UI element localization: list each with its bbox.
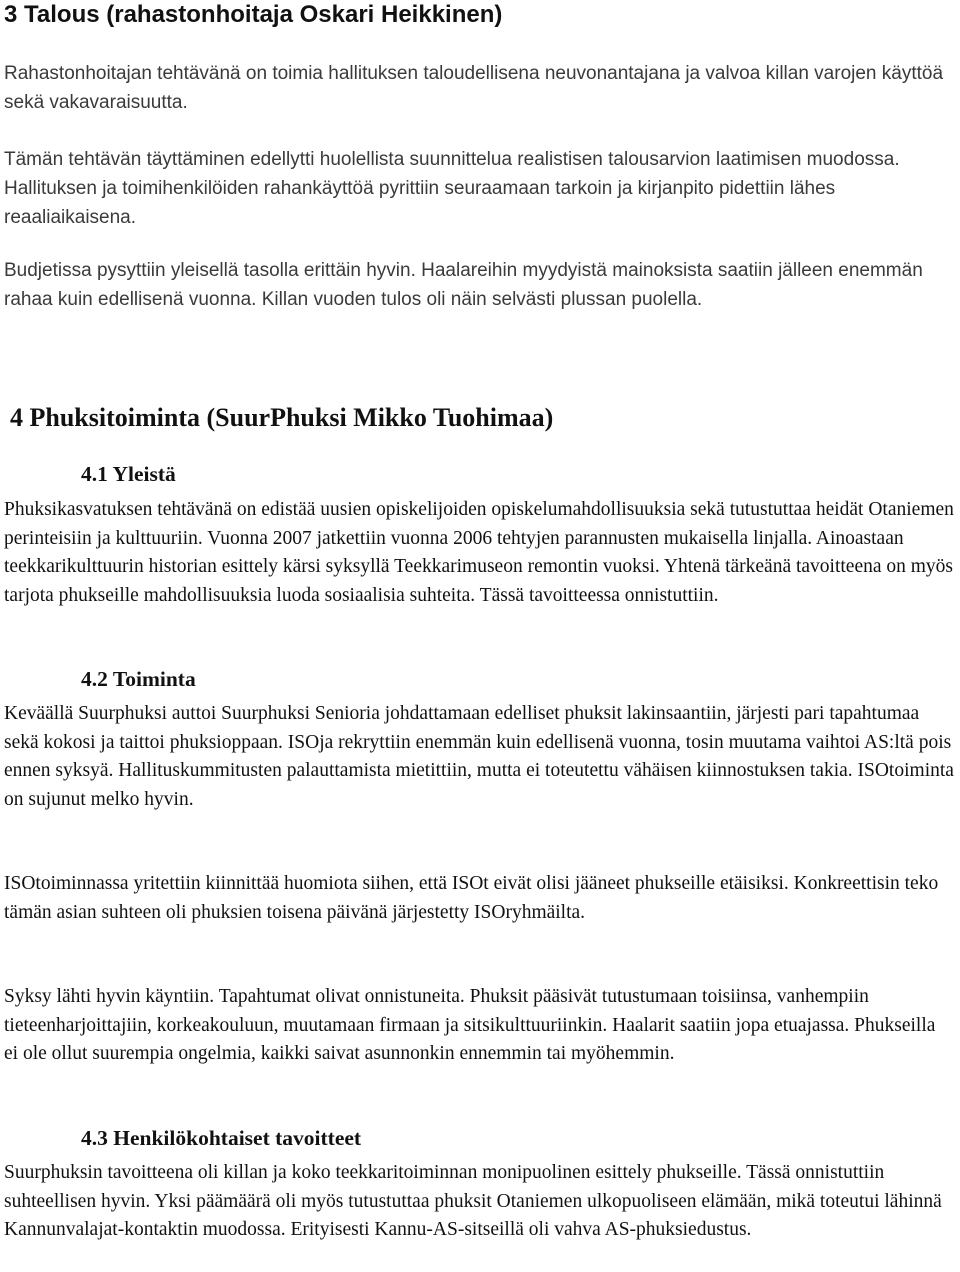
section-3-paragraph: Rahastonhoitajan tehtävänä on toimia hallituksen taloudellisena neuvonantajana ja valvoa killan varojen käyttöä sekä vakavaraisuutta. <box>4 63 944 113</box>
section-4-heading: 4 Phuksitoiminta (SuurPhuksi Mikko Tuohimaa) <box>10 403 554 432</box>
subsection-4-2-paragraph: Keväällä Suurphuksi auttoi Suurphuksi Senioria johdattamaan edelliset phuksit lakinsaantiin, järjesti pari tapahtumaa sekä kokosi ja taittoi phuksioppaan. ISOja rekryttiin enemmän kuin edellisenä vuonna, tosin muutama vaihtoi AS:ltä pois ennen syksyä. Hallituskummitusten palauttamista mietittiin, mutta ei toteutettu vähäisen kiinnostuksen takia. ISOtoiminta on sujunut melko hyvin. <box>4 703 954 810</box>
subsection-4-2-paragraph: ISOtoiminnassa yritettiin kiinnittää huomiota siihen, että ISOt eivät olisi jääneet phukseille etäisiksi. Konkreettisin teko tämän asian suhteen oli phuksien toisena päivänä järjestetty ISOryhmäilta. <box>4 873 939 923</box>
subsection-4-1-paragraph: Phuksikasvatuksen tehtävänä on edistää uusien opiskelijoiden opiskelumahdollisuuksia sekä tutustuttaa heidät Otaniemen perinteisiin ja kulttuuriin. Vuonna 2007 jatkettiin vuonna 2006 tehtyjen parannusten mukaisella linjalla. Ainoastaan teekkarikulttuurin historian esittely kärsi syksyllä Teekkarimuseon remontin vuoksi. Yhtenä tärkeänä tavoitteena on myös tarjota phukseille mahdollisuuksia luoda sosiaalisia suhteita. Tässä tavoitteessa onnistuttiin. <box>4 499 954 606</box>
section-3-paragraph: Tämän tehtävän täyttäminen edellytti huolellista suunnittelua realistisen talousarvion laatimisen muodossa. Hallituksen ja toimihenkilöiden rahankäyttöä pyrittiin seuraamaan tarkoin ja kirjanpito pidettiin lähes reaaliaikaisena. <box>4 149 900 228</box>
subsection-4-3-heading: 4.3 Henkilökohtaiset tavoitteet <box>81 1126 362 1150</box>
subsection-4-3-paragraph: Suurphuksin tavoitteena oli killan ja koko teekkaritoiminnan monipuolinen esittely phukseille. Tässä onnistuttiin suhteellisen hyvin. Yksi päämäärä oli myös tutustuttaa phuksit Otaniemen ulkopuoliseen elämään, mikä toteutui lähinnä Kannunvalajat-kontaktin muodossa. Erityisesti Kannu-AS-sitseillä oli vahva AS-phuksiedustus. <box>4 1162 942 1240</box>
subsection-4-1-heading: 4.1 Yleistä <box>81 462 176 486</box>
section-3-heading: 3 Talous (rahastonhoitaja Oskari Heikkinen) <box>4 1 503 28</box>
subsection-4-2-heading: 4.2 Toiminta <box>81 667 196 691</box>
section-3-paragraph: Budjetissa pysyttiin yleisellä tasolla erittäin hyvin. Haalareihin myydyistä mainoksista saatiin jälleen enemmän rahaa kuin edellisenä vuonna. Killan vuoden tulos oli näin selvästi plussan puolella. <box>4 260 923 310</box>
subsection-4-2-paragraph: Syksy lähti hyvin käyntiin. Tapahtumat olivat onnistuneita. Phuksit pääsivät tutustumaan toisiinsa, vanhempiin tieteenharjoittajiin, korkeakouluun, muutamaan firmaan ja sitsikulttuuriinkin. Haalarit saatiin jopa etuajassa. Phukseilla ei ole ollut suurempia ongelmia, kaikki saivat asunnonkin ennemmin tai myöhemmin. <box>4 986 936 1064</box>
